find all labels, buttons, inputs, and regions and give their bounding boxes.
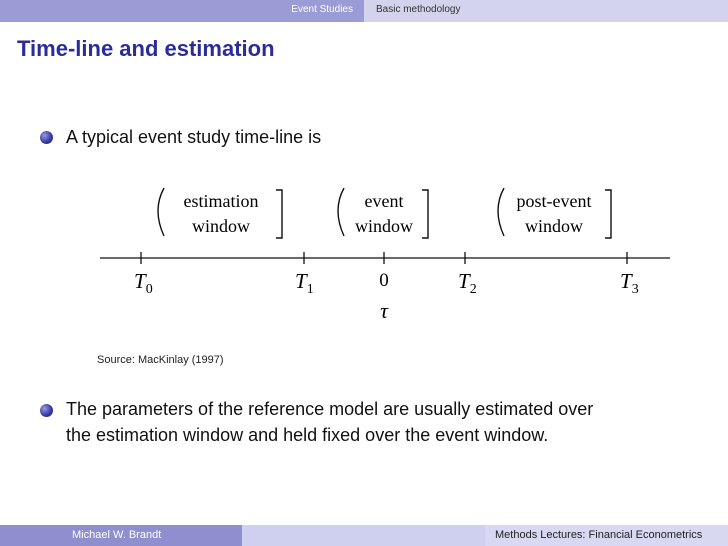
tick-label: $T_2$: [458, 269, 477, 297]
tau-label: τ: [380, 298, 388, 323]
tick-label: $T_1$: [295, 269, 314, 297]
bullet-2-line-1: The parameters of the reference model are usually estimated over: [66, 399, 594, 419]
window-label-line-2: window: [192, 216, 250, 236]
frame-title: Time-line and estimation: [17, 36, 275, 61]
footer-middle-box: [242, 525, 485, 546]
tick-t2: [458, 252, 477, 297]
tick-label: $T_3$: [620, 269, 639, 297]
window-post-event: [498, 188, 611, 238]
window-label-line-2: window: [355, 216, 413, 236]
bullet-2-line-2: the estimation window and held fixed over the event window.: [66, 425, 549, 445]
paren-left: [338, 188, 344, 236]
window-event: [338, 188, 428, 238]
window-label-line-1: estimation: [183, 191, 259, 211]
footer-author: Michael W. Brandt: [72, 529, 162, 541]
bullet-text-2: [66, 396, 716, 448]
top-navigation-bar: [0, 0, 728, 22]
bracket-right: [276, 190, 282, 238]
tick-t1: [295, 252, 314, 297]
nav-section-label[interactable]: Event Studies: [291, 4, 353, 15]
nav-subsection-label[interactable]: Basic methodology: [376, 4, 461, 15]
paren-left: [498, 188, 504, 236]
window-label-line-2: window: [525, 216, 583, 236]
bullet-icon: [40, 404, 53, 417]
window-label-line-1: event: [364, 191, 404, 211]
window-label-line-1: post-event: [516, 191, 592, 211]
bullet-1-line-1: A typical event study time-line is: [66, 127, 322, 147]
event-timeline-diagram: [90, 180, 680, 330]
window-estimation: [158, 188, 282, 238]
timeline-svg: [90, 180, 680, 330]
tick-label: $T_0$: [134, 269, 153, 297]
bracket-right: [605, 190, 611, 238]
bullet-text-1: [66, 124, 321, 150]
footer-title: Methods Lectures: Financial Econometrics: [495, 529, 703, 541]
source-note: Source: MacKinlay (1997): [97, 354, 224, 366]
tick-label: 0: [379, 270, 389, 291]
tick-t3: [620, 252, 639, 297]
bullet-icon: [40, 131, 53, 144]
tick-t0: [134, 252, 153, 297]
footer-author-box: [0, 525, 242, 546]
footer-title-box: [485, 525, 728, 546]
nav-section[interactable]: [0, 0, 364, 22]
footer-bar: [0, 525, 728, 546]
paren-left: [158, 188, 164, 236]
bracket-right: [422, 190, 428, 238]
nav-subsection[interactable]: [364, 0, 728, 22]
